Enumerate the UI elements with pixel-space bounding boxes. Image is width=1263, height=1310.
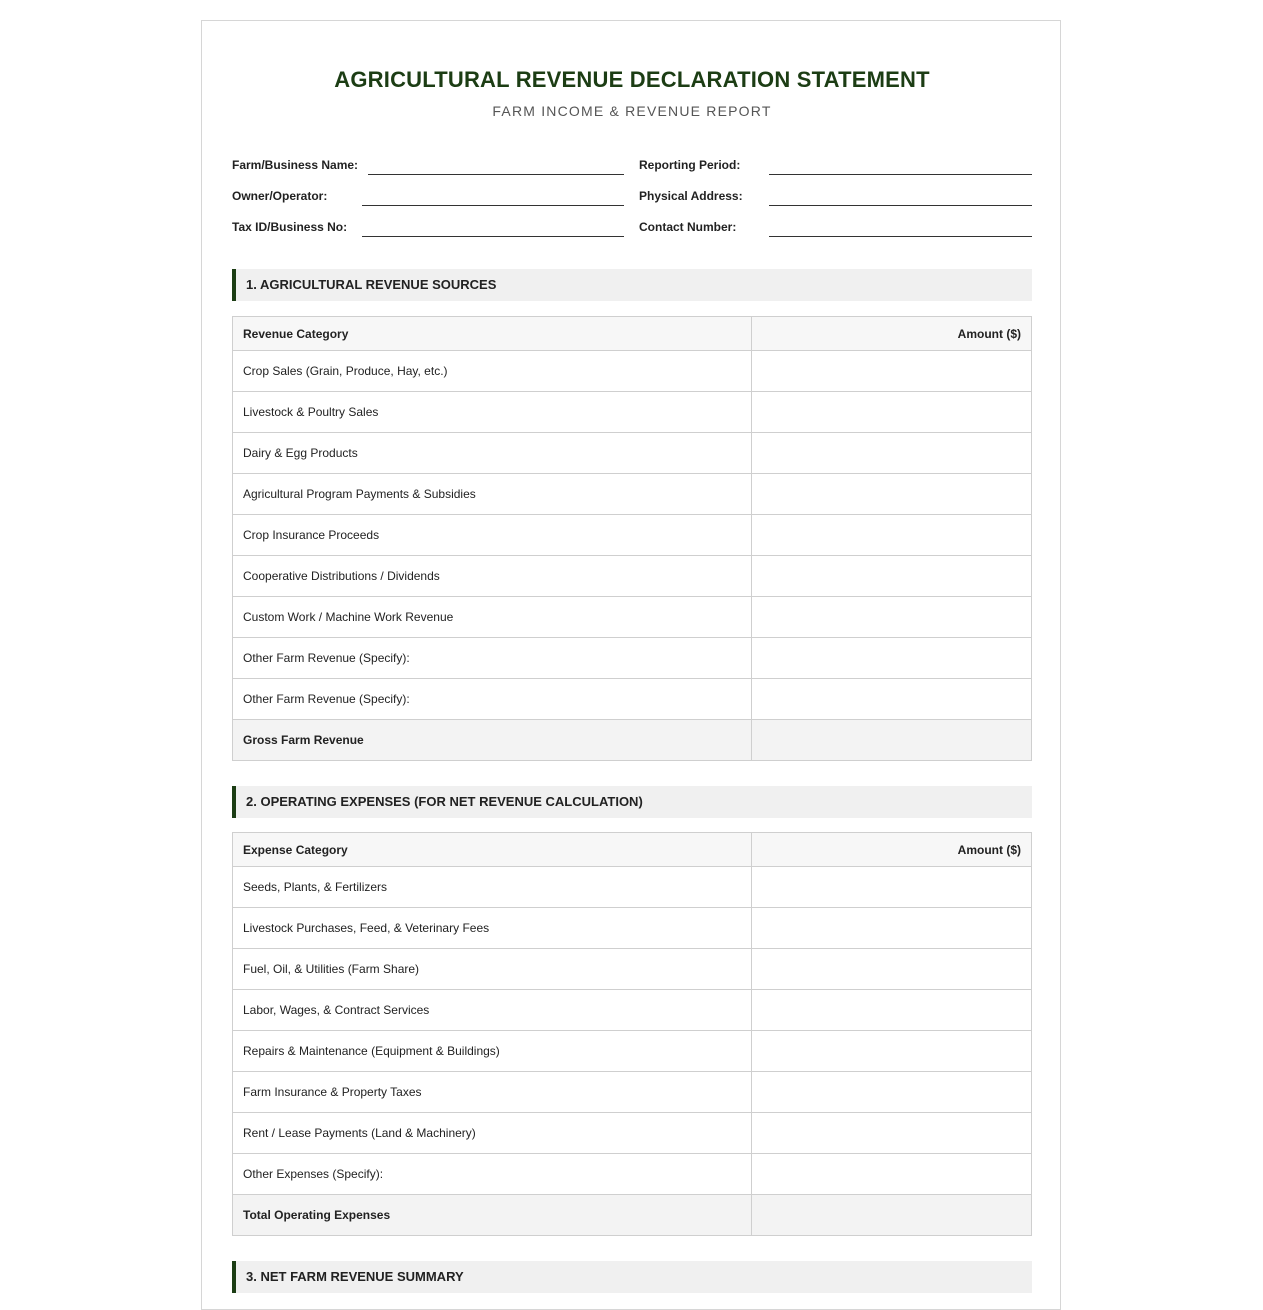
expense-category-cell: Other Expenses (Specify):	[233, 1154, 752, 1195]
total-expenses-row	[233, 1195, 1032, 1236]
tax-id-label: Tax ID/Business No:	[232, 220, 348, 234]
revenue-category-cell: Livestock & Poultry Sales	[233, 392, 752, 433]
document-subtitle: FARM INCOME & REVENUE REPORT	[492, 103, 772, 119]
revenue-amount-cell[interactable]	[752, 556, 1032, 597]
expense-category-cell: Livestock Purchases, Feed, & Veterinary Fees	[233, 908, 752, 949]
document-title: AGRICULTURAL REVENUE DECLARATION STATEMENT	[334, 67, 930, 92]
revenue-amount-cell[interactable]	[752, 474, 1032, 515]
revenue-category-cell: Crop Insurance Proceeds	[233, 515, 752, 556]
gross-revenue-label: Gross Farm Revenue	[233, 720, 752, 761]
revenue-category-header: Revenue Category	[233, 317, 752, 351]
gross-revenue-amount[interactable]	[752, 720, 1032, 761]
table-row	[233, 867, 1032, 908]
revenue-category-cell: Dairy & Egg Products	[233, 433, 752, 474]
farm-name-label: Farm/Business Name:	[232, 158, 359, 172]
expense-amount-header: Amount ($)	[752, 833, 1032, 867]
owner-label: Owner/Operator:	[232, 189, 328, 203]
revenue-amount-header: Amount ($)	[752, 317, 1032, 351]
expense-table-header	[233, 833, 1032, 867]
expense-section-title: 2. OPERATING EXPENSES (FOR NET REVENUE CALCULATION)	[246, 794, 643, 809]
revenue-category-cell: Other Farm Revenue (Specify):	[233, 638, 752, 679]
table-row	[233, 1154, 1032, 1195]
summary-section-title: 3. NET FARM REVENUE SUMMARY	[246, 1269, 464, 1284]
revenue-category-cell: Agricultural Program Payments & Subsidies	[233, 474, 752, 515]
contact-label: Contact Number:	[639, 220, 737, 234]
gross-revenue-row	[233, 720, 1032, 761]
info-row-3	[232, 216, 1032, 240]
expense-amount-cell[interactable]	[752, 949, 1032, 990]
table-row	[233, 990, 1032, 1031]
farm-name-field[interactable]	[368, 154, 624, 175]
owner-field[interactable]	[362, 185, 624, 206]
table-row	[233, 638, 1032, 679]
revenue-section-header	[232, 269, 1032, 301]
expense-amount-cell[interactable]	[752, 1113, 1032, 1154]
revenue-amount-cell[interactable]	[752, 638, 1032, 679]
revenue-amount-cell[interactable]	[752, 351, 1032, 392]
table-row	[233, 679, 1032, 720]
expense-amount-cell[interactable]	[752, 908, 1032, 949]
address-label: Physical Address:	[639, 189, 743, 203]
address-field[interactable]	[769, 185, 1032, 206]
total-expenses-amount[interactable]	[752, 1195, 1032, 1236]
expense-amount-cell[interactable]	[752, 990, 1032, 1031]
expense-table	[232, 832, 1032, 1236]
revenue-category-cell: Cooperative Distributions / Dividends	[233, 556, 752, 597]
expense-category-cell: Labor, Wages, & Contract Services	[233, 990, 752, 1031]
revenue-table	[232, 316, 1032, 761]
table-row	[233, 949, 1032, 990]
revenue-amount-cell[interactable]	[752, 433, 1032, 474]
info-row-1	[232, 154, 1032, 178]
table-row	[233, 351, 1032, 392]
expense-category-cell: Fuel, Oil, & Utilities (Farm Share)	[233, 949, 752, 990]
revenue-section-title: 1. AGRICULTURAL REVENUE SOURCES	[246, 277, 497, 292]
expense-category-cell: Repairs & Maintenance (Equipment & Buildings)	[233, 1031, 752, 1072]
tax-id-field[interactable]	[362, 216, 624, 237]
document-page	[201, 20, 1061, 1310]
expense-section-header	[232, 786, 1032, 818]
expense-amount-cell[interactable]	[752, 1072, 1032, 1113]
contact-field[interactable]	[769, 216, 1032, 237]
summary-section-header	[232, 1261, 1032, 1293]
revenue-amount-cell[interactable]	[752, 515, 1032, 556]
revenue-amount-cell[interactable]	[752, 392, 1032, 433]
total-expenses-label: Total Operating Expenses	[233, 1195, 752, 1236]
table-row	[233, 1072, 1032, 1113]
expense-amount-cell[interactable]	[752, 867, 1032, 908]
table-row	[233, 1031, 1032, 1072]
table-row	[233, 474, 1032, 515]
revenue-category-cell: Other Farm Revenue (Specify):	[233, 679, 752, 720]
expense-amount-cell[interactable]	[752, 1031, 1032, 1072]
table-row	[233, 392, 1032, 433]
expense-category-cell: Rent / Lease Payments (Land & Machinery)	[233, 1113, 752, 1154]
info-row-2	[232, 185, 1032, 209]
table-row	[233, 597, 1032, 638]
reporting-period-field[interactable]	[769, 154, 1032, 175]
revenue-category-cell: Crop Sales (Grain, Produce, Hay, etc.)	[233, 351, 752, 392]
table-row	[233, 908, 1032, 949]
expense-category-cell: Farm Insurance & Property Taxes	[233, 1072, 752, 1113]
revenue-amount-cell[interactable]	[752, 597, 1032, 638]
revenue-amount-cell[interactable]	[752, 679, 1032, 720]
expense-category-header: Expense Category	[233, 833, 752, 867]
table-row	[233, 556, 1032, 597]
reporting-period-label: Reporting Period:	[639, 158, 741, 172]
revenue-table-header	[233, 317, 1032, 351]
expense-category-cell: Seeds, Plants, & Fertilizers	[233, 867, 752, 908]
table-row	[233, 515, 1032, 556]
revenue-category-cell: Custom Work / Machine Work Revenue	[233, 597, 752, 638]
table-row	[233, 433, 1032, 474]
expense-amount-cell[interactable]	[752, 1154, 1032, 1195]
table-row	[233, 1113, 1032, 1154]
